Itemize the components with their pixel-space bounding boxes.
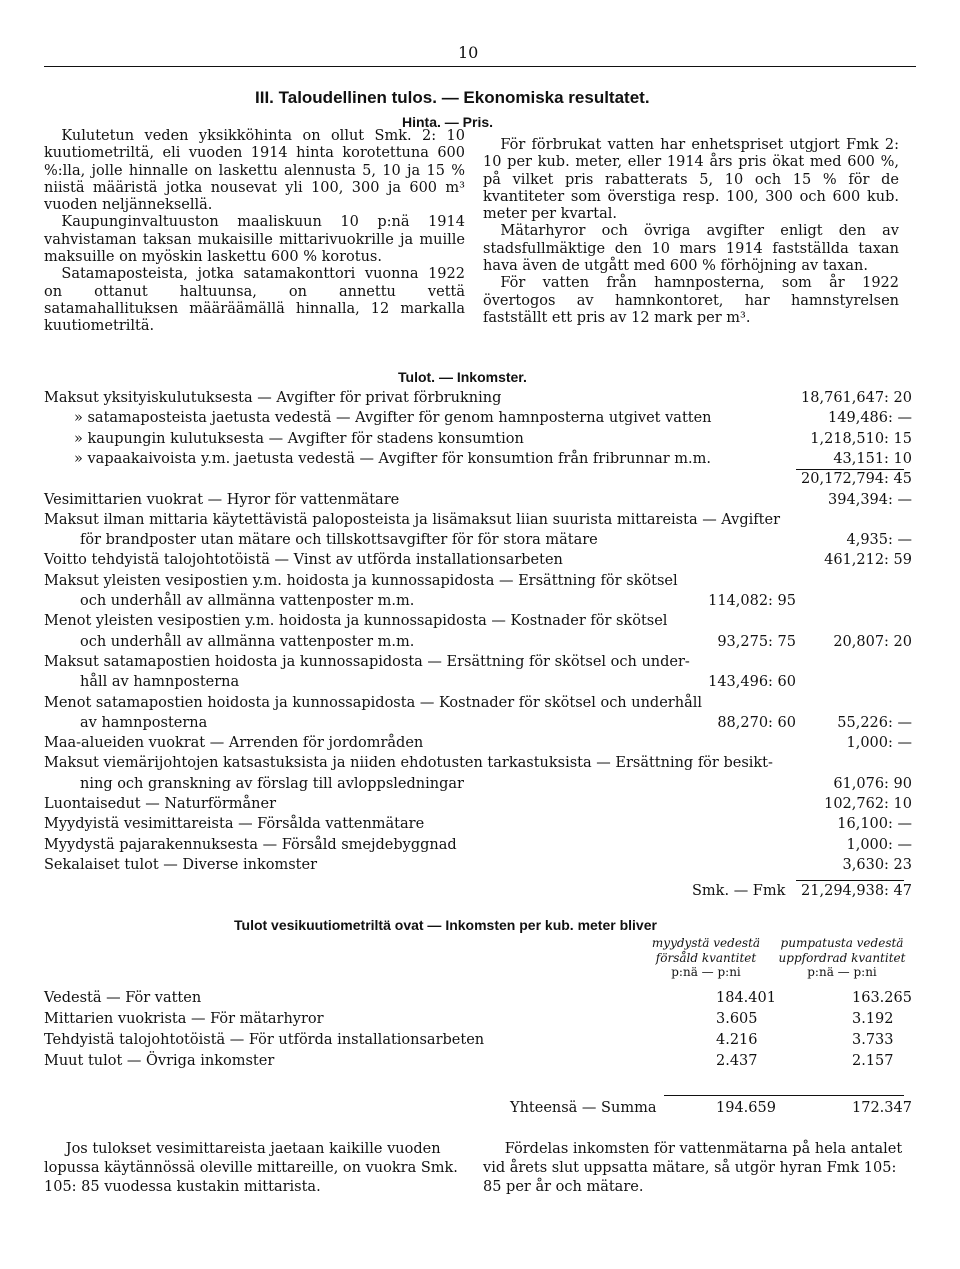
income-amount: 461,212: 59 bbox=[824, 552, 912, 569]
income-row bbox=[44, 734, 912, 753]
swedish-price-text bbox=[483, 137, 899, 327]
income-row bbox=[44, 430, 912, 449]
income-label: Maa-alueiden vuokrat — Arrenden för jordområden bbox=[44, 735, 424, 752]
income-amount: 394,394: — bbox=[828, 491, 912, 508]
kwh-row bbox=[44, 1009, 912, 1029]
income-label: Maksut yksityiskulutuksesta — Avgifter för privat förbrukning bbox=[44, 390, 502, 406]
kwh-total-sold: 194.659 bbox=[716, 1100, 776, 1116]
income-label: av hamnposterna bbox=[80, 714, 208, 731]
footer-finnish bbox=[44, 1140, 474, 1197]
fi-paragraph: Kaupunginvaltuuston maaliskuun 10 p:nä 1914 vahvistaman taksan mukaisille mittarivuokrille ja muille maksuille on myöskin laskettu 600 % korotus. bbox=[44, 214, 465, 266]
income-total-row bbox=[44, 882, 912, 901]
income-amount: 61,076: 90 bbox=[833, 775, 912, 792]
sv-paragraph: För vatten från hamnposterna, som år 1922 övertogos av hamnkontoret, har hamnstyrelsen fastställt ett pris av 12 mark per m³. bbox=[483, 275, 899, 326]
income-subamount: 114,082: 95 bbox=[708, 593, 796, 609]
income-total-label: Smk. — Fmk bbox=[692, 883, 786, 900]
finnish-price-text bbox=[44, 128, 465, 336]
column-head-sold bbox=[636, 936, 776, 980]
income-amount: 55,226: — bbox=[837, 714, 912, 731]
income-label: » vapaakaivoista y.m. jaetusta vedestä — Avgifter för konsumtion från fribrunnar m.m. bbox=[74, 450, 711, 467]
kwh-total-row bbox=[44, 1098, 912, 1118]
income-label: håll av hamnposterna bbox=[80, 674, 240, 691]
income-row bbox=[44, 389, 912, 408]
income-amount: 20,807: 20 bbox=[833, 633, 912, 650]
income-label: Maksut satamapostien hoidosta ja kunnossapidosta — Ersättning för skötsel och under- bbox=[44, 653, 690, 670]
income-amount: 43,151: 10 bbox=[833, 450, 912, 467]
col1-head-line: p:nä — p:ni bbox=[671, 965, 741, 979]
income-row bbox=[44, 694, 912, 713]
income-row bbox=[44, 795, 912, 814]
income-total-value: 21,294,938: 47 bbox=[801, 883, 912, 900]
fi-paragraph: Kulutetun veden yksikköhinta on ollut Smk. 2: 10 kuutiometriltä, eli vuoden 1914 hinta korotettuna 600 %:lla, jolle hinnalle on laskettu alennusta 5, 10 ja 15 % niistä määristä jotka nousevat yli 100, 300 ja 600 m³ vuoden neljänneksellä. bbox=[44, 128, 465, 214]
income-subamount: 88,270: 60 bbox=[717, 714, 796, 731]
kwh-sold-value: 2.437 bbox=[716, 1053, 758, 1069]
income-label: Menot yleisten vesipostien y.m. hoidosta ja kunnossapidosta — Kostnader för skötsel bbox=[44, 613, 668, 630]
income-amount: 18,761,647: 20 bbox=[801, 390, 912, 406]
section-heading: III. Taloudellinen tulos. — Ekonomiska resultatet. bbox=[255, 88, 650, 107]
footer-swedish bbox=[483, 1140, 903, 1197]
income-label: Sekalaiset tulot — Diverse inkomster bbox=[44, 856, 318, 873]
income-amount: 149,486: — bbox=[828, 410, 912, 427]
page-number: 10 bbox=[458, 43, 479, 62]
income-row bbox=[44, 754, 912, 773]
income-row bbox=[44, 633, 912, 652]
income-row bbox=[44, 470, 912, 489]
income-label: Myydystä pajarakennuksesta — Försåld smejdebyggnad bbox=[44, 836, 457, 853]
income-row bbox=[44, 450, 912, 469]
price-subheading: Hinta. — Pris. bbox=[402, 114, 494, 130]
column-head-pumped bbox=[772, 936, 912, 980]
col1-head-line: försåld kvantitet bbox=[655, 950, 757, 965]
kwh-label: Mittarien vuokrista — För mätarhyror bbox=[44, 1011, 324, 1027]
per-cubic-meter-heading: Tulot vesikuutiometriltä ovat — Inkomsten per kub. meter bliver bbox=[234, 917, 657, 933]
sv-paragraph: För förbrukat vatten har enhetspriset utgjort Fmk 2: 10 per kub. meter, eller 1914 års pris ökat med 600 %, på vilket pris rabatterats 5, 10 och 15 % för de kvantiteter som överstiga resp. 100, 300 och 600 kub. meter per kvartal. bbox=[483, 137, 899, 223]
sv-paragraph: Mätarhyror och övriga avgifter enligt den av stadsfullmäktige den 10 mars 1914 fastställda taxan hava även de utgått med 600 % förhöjning av taxan. bbox=[483, 223, 899, 275]
income-label: Vesimittarien vuokrat — Hyror för vattenmätare bbox=[44, 491, 400, 508]
income-row bbox=[44, 409, 912, 428]
income-label: » satamaposteista jaetusta vedestä — Avgifter för genom hamnposterna utgivet vatten bbox=[74, 410, 712, 427]
col1-head-line: myydystä vedestä bbox=[651, 936, 761, 950]
income-amount: 1,000: — bbox=[846, 735, 912, 752]
col2-head-line: p:nä — p:ni bbox=[807, 965, 877, 979]
kwh-row bbox=[44, 1030, 912, 1050]
kwh-label: Muut tulot — Övriga inkomster bbox=[44, 1053, 275, 1069]
footer-sv-text: Fördelas inkomsten för vattenmätarna på hela antalet vid årets slut uppsatta mätare, så utgör hyran Fmk 105: 85 per år och mätare. bbox=[483, 1141, 903, 1195]
income-subamount: 93,275: 75 bbox=[717, 633, 796, 650]
income-amount: 3,630: 23 bbox=[842, 856, 912, 873]
income-label: och underhåll av allmänna vattenposter m.m. bbox=[80, 633, 415, 650]
footer-fi-text: Jos tulokset vesimittareista jaetaan kaikille vuoden lopussa käytännössä oleville mittareille, on vuokra Smk. 105: 85 vuodessa kustakin mittarista. bbox=[44, 1141, 458, 1195]
income-amount: 102,762: 10 bbox=[824, 796, 912, 812]
col2-head-line: pumpatusta vedestä bbox=[780, 936, 904, 950]
total-rule bbox=[796, 880, 904, 881]
kwh-total-pumped: 172.347 bbox=[852, 1100, 912, 1116]
kwh-pumped-value: 163.265 bbox=[852, 990, 912, 1006]
income-label: ning och granskning av förslag till avloppsledningar bbox=[80, 775, 464, 792]
income-label: Voitto tehdyistä talojohtotöistä — Vinst av utförda installationsarbeten bbox=[44, 552, 563, 569]
income-row bbox=[44, 491, 912, 510]
income-amount: 1,000: — bbox=[846, 836, 912, 853]
income-row bbox=[44, 775, 912, 794]
kwh-label: Tehdyistä talojohtotöistä — För utförda installationsarbeten bbox=[44, 1032, 485, 1048]
income-row bbox=[44, 653, 912, 672]
income-row bbox=[44, 815, 912, 834]
income-row bbox=[44, 836, 912, 855]
income-label: för brandposter utan mätare och tillskottsavgifter för för stora mätare bbox=[80, 532, 598, 549]
income-row bbox=[44, 592, 912, 611]
col2-head-line: uppfordrad kvantitet bbox=[778, 950, 906, 965]
subtotal-rule bbox=[796, 469, 904, 470]
kwh-sum-rule bbox=[664, 1095, 904, 1096]
kwh-pumped-value: 2.157 bbox=[852, 1053, 894, 1069]
income-label: Myydyistä vesimittareista — Försålda vattenmätare bbox=[44, 816, 425, 833]
income-row bbox=[44, 551, 912, 570]
header-rule bbox=[44, 66, 916, 67]
income-row bbox=[44, 856, 912, 875]
kwh-pumped-value: 3.192 bbox=[852, 1011, 894, 1027]
income-row bbox=[44, 531, 912, 550]
kwh-total-label: Yhteensä — Summa bbox=[510, 1100, 657, 1116]
kwh-sold-value: 3.605 bbox=[716, 1011, 758, 1027]
income-heading: Tulot. — Inkomster. bbox=[398, 369, 527, 385]
kwh-row bbox=[44, 988, 912, 1008]
kwh-label: Vedestä — För vatten bbox=[44, 990, 202, 1006]
income-label: Luontaisedut — Naturförmåner bbox=[44, 796, 277, 812]
income-amount: 4,935: — bbox=[846, 532, 912, 549]
income-label: Maksut viemärijohtojen katsastuksista ja niiden ehdotusten tarkastuksista — Ersättning för besikt- bbox=[44, 755, 773, 772]
income-row bbox=[44, 511, 912, 530]
income-row bbox=[44, 673, 912, 692]
income-label: Menot satamapostien hoidosta ja kunnossapidosta — Kostnader för skötsel och underhåll bbox=[44, 694, 702, 711]
fi-paragraph: Satamaposteista, jotka satamakonttori vuonna 1922 on ottanut haltuunsa, on annettu vettä satamahallituksen määräämällä hinnalla, 12 markalla kuutiometriltä. bbox=[44, 266, 465, 335]
income-amount: 20,172,794: 45 bbox=[801, 471, 912, 488]
income-subamount: 143,496: 60 bbox=[708, 674, 796, 691]
income-label: Maksut yleisten vesipostien y.m. hoidosta ja kunnossapidosta — Ersättning för skötsel bbox=[44, 572, 678, 589]
income-row bbox=[44, 714, 912, 733]
income-label: » kaupungin kulutuksesta — Avgifter för stadens konsumtion bbox=[74, 430, 524, 447]
income-row bbox=[44, 612, 912, 631]
income-amount: 1,218,510: 15 bbox=[810, 430, 912, 447]
kwh-sold-value: 184.401 bbox=[716, 990, 776, 1006]
kwh-pumped-value: 3.733 bbox=[852, 1032, 894, 1048]
kwh-row bbox=[44, 1051, 912, 1071]
income-label: och underhåll av allmänna vattenposter m.m. bbox=[80, 593, 415, 609]
income-label: Maksut ilman mittaria käytettävistä paloposteista ja lisämaksut liian suurista mittareista — Avgifter bbox=[44, 511, 781, 528]
income-amount: 16,100: — bbox=[837, 816, 912, 833]
income-row bbox=[44, 572, 912, 591]
kwh-sold-value: 4.216 bbox=[716, 1032, 758, 1048]
